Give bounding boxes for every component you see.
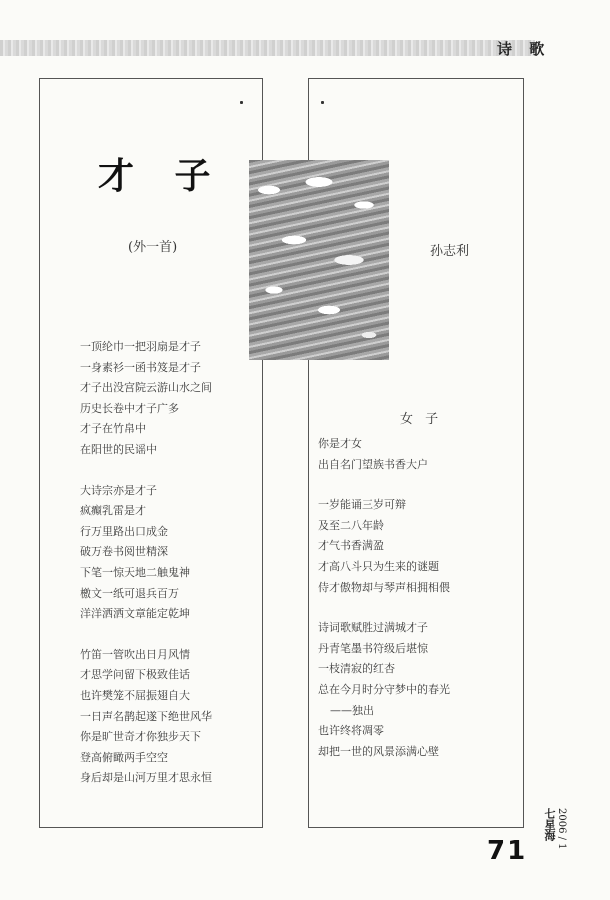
poem-line: 也许樊笼不屈振翅自大 <box>80 688 190 702</box>
poem-line: 丹青笔墨书符级后堪惊 <box>318 641 428 655</box>
poem-subtitle: (外一首) <box>128 240 178 255</box>
poem-body-left <box>80 337 212 809</box>
poem-line: 大诗宗亦是才子 <box>80 483 157 497</box>
poem-line: 一日声名鹊起遂下绝世风华 <box>80 709 212 723</box>
poem-line: 身后却是山河万里才思永恒 <box>80 771 212 785</box>
water-photo <box>249 160 389 360</box>
poem-line: 才气书香满盈 <box>318 539 384 553</box>
issue-number: 2006 / 1 <box>556 808 567 850</box>
journal-name: 七星海 <box>543 808 556 841</box>
poem-line: 总在今月时分守梦中的春光 <box>318 682 450 696</box>
poem-line: 一岁能诵三岁可辩 <box>318 498 406 512</box>
author-name: 孙志利 <box>430 244 470 259</box>
stanza <box>80 337 212 461</box>
poem-line: 破万卷书阅世精深 <box>80 545 168 559</box>
poem-line: 疯癫乳雷是才 <box>80 504 146 518</box>
poem-line: 你是才女 <box>318 437 362 450</box>
stanza <box>318 618 450 762</box>
poem-line: 行万里路出口成金 <box>80 524 168 538</box>
stanza <box>318 434 450 475</box>
poem-line: 才子在竹帛中 <box>80 422 146 436</box>
poem-line: 一枝清寂的红杏 <box>318 662 395 676</box>
decorative-dot <box>321 101 324 104</box>
section-label: 诗 歌 <box>497 40 551 58</box>
stanza <box>80 481 212 625</box>
poem2-title: 女 子 <box>400 412 443 427</box>
poem-line: 在阳世的民谣中 <box>80 442 157 456</box>
poem-line: 才高八斗只为生来的谜题 <box>318 559 439 573</box>
poem-line: 檄文一纸可退兵百万 <box>80 586 179 600</box>
poem-line: 诗词歌赋胜过满城才子 <box>318 621 428 635</box>
poem-line: 也许终将凋零 <box>318 724 384 738</box>
poem-line: ——独出 <box>330 703 374 717</box>
poem-line: 才子出没宫院云游山水之间 <box>80 381 212 395</box>
poem-line: 才思学问留下极致佳话 <box>80 668 190 682</box>
poem-line: 下笔一惊天地二触鬼神 <box>80 565 190 579</box>
poem-title: 才 子 <box>98 156 225 197</box>
stanza <box>318 495 450 598</box>
poem-line: 一顶纶巾一把羽扇是才子 <box>80 340 201 353</box>
poem-line: 侍才傲物却与琴声相拥相偎 <box>318 580 450 594</box>
poem-line: 登高俯瞰两手空空 <box>80 750 168 764</box>
stanza <box>80 645 212 789</box>
poem-line: 历史长卷中才子广多 <box>80 401 179 415</box>
page-number: 71 <box>487 836 528 866</box>
poem-line: 及至二八年龄 <box>318 518 384 532</box>
decorative-dot <box>240 101 243 104</box>
header-strip <box>0 40 535 56</box>
poem-line: 洋洋洒洒文章能定乾坤 <box>80 607 190 621</box>
poem-line: 竹笛一管吹出日月风情 <box>80 647 190 661</box>
poem-body-right <box>318 434 450 782</box>
poem-line: 却把一世的风景添满心壁 <box>318 744 439 758</box>
poem-line: 一身素衫一函书笈是才子 <box>80 360 201 374</box>
poem-line: 出自名门望族书香大户 <box>318 457 428 471</box>
poem-line: 你是旷世奇才你独步天下 <box>80 730 201 744</box>
